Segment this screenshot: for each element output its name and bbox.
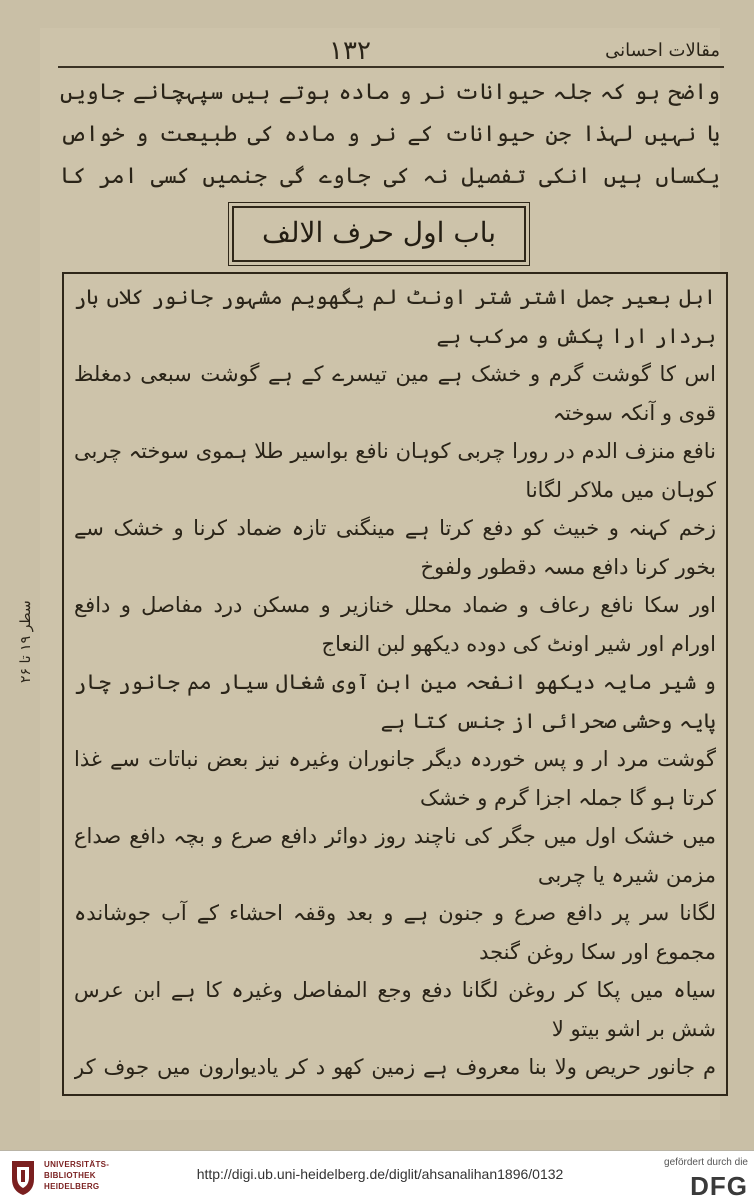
text-line: میں خشک اول میں جگر کی ناچند روز دوائر دافع صرع و بچہ دافع صداع مزمن شیرہ یا چربی <box>74 824 716 887</box>
chapter-title: باب اول حرف الالف <box>261 216 497 249</box>
intro-paragraph: واضح ہو کہ جلہ حیوانات نر و مادہ ہوتے ہیں سپہچانے جاویں یا نہیں لہذا جن حیوانات کے نر و مادہ کی طبیعت و خواص یکساں ہیں انکی تفصیل نہ کی جاوے گی جنمیں کسی امر کا <box>60 80 720 189</box>
text-line: اس کا گوشت گرم و خشک ہے مین تیسرے کے ہے گوشت سبعی دمغلظ قوی و آنکہ سوختہ <box>74 362 716 425</box>
university-seal-icon <box>8 1157 38 1197</box>
text-line: گوشت مرد ار و پس خوردہ دیگر جانوران وغیرہ نیز بعض نباتات سے غذا کرتا ہو گا جملہ اجزا گرم و خشک <box>74 747 716 810</box>
library-name: UNIVERSITÄTS- BIBLIOTHEK HEIDELBERG <box>44 1160 110 1191</box>
text-line: نافع منزف الدم در رورا چربی کوہان نافع بواسیر طلا ہموی سوختہ چربی کوہان میں ملاکر لگانا <box>74 439 716 502</box>
source-url-link[interactable]: http://digi.ub.uni-heidelberg.de/diglit/ahsanalihan1896/0132 <box>196 1166 564 1182</box>
text-line: م جانور حریص ولا بنا معروف ہے زمین کھو د کر یادیوارون میں جوف کر <box>74 1055 716 1079</box>
main-text-frame <box>62 272 728 1096</box>
running-title: مقالات احسانی <box>605 40 720 61</box>
dfg-logo: DFG <box>690 1171 748 1201</box>
text-line: اور سکا نافع رعاف و ضماد محلل خنازیر و مسکن درد مفاصل و دافع اورام اور شیر اونٹ کی دوده دیکھو لبن النعاج <box>74 593 716 656</box>
viewer-footer <box>0 1150 754 1204</box>
funder-label: gefördert durch die <box>664 1157 748 1168</box>
main-text <box>74 278 716 1088</box>
margin-note: سطر ۱۹ تا ۲۶ <box>18 600 34 683</box>
chapter-heading-box <box>232 206 526 262</box>
text-line: و شیر مایہ دیکھو انفحہ مین ابن آوی شغال سیار مم جانور چار پایہ وحشی صحرائی از جنس کتا ہے <box>74 670 716 733</box>
text-line: لگانا سر پر دافع صرع و جنون ہے و بعد وقفہ احشاء کے آب جوشاندہ مجموع اور سکا روغن گنجد <box>74 901 716 964</box>
page-number: ۱۳۲ <box>329 36 371 66</box>
header-rule <box>58 66 724 68</box>
text-line: ابل بعیر جمل اشتر شتر اونٹ لم یگھویم مشہور جانور کلاں بار بردار ارا پکش و مرکب ہے <box>74 285 716 348</box>
text-line: سیاہ میں پکا کر روغن لگانا دفع وجع المفاصل وغیرہ کا ہے ابن عرس شش بر اشو بیتو لا <box>74 978 716 1041</box>
text-line: زخم کہنہ و خبیث کو دفع کرتا ہے مینگنی تازہ ضماد کرنا و خشک سے بخور کرنا دافع مسہ دقطور ولفوخ <box>74 516 716 579</box>
